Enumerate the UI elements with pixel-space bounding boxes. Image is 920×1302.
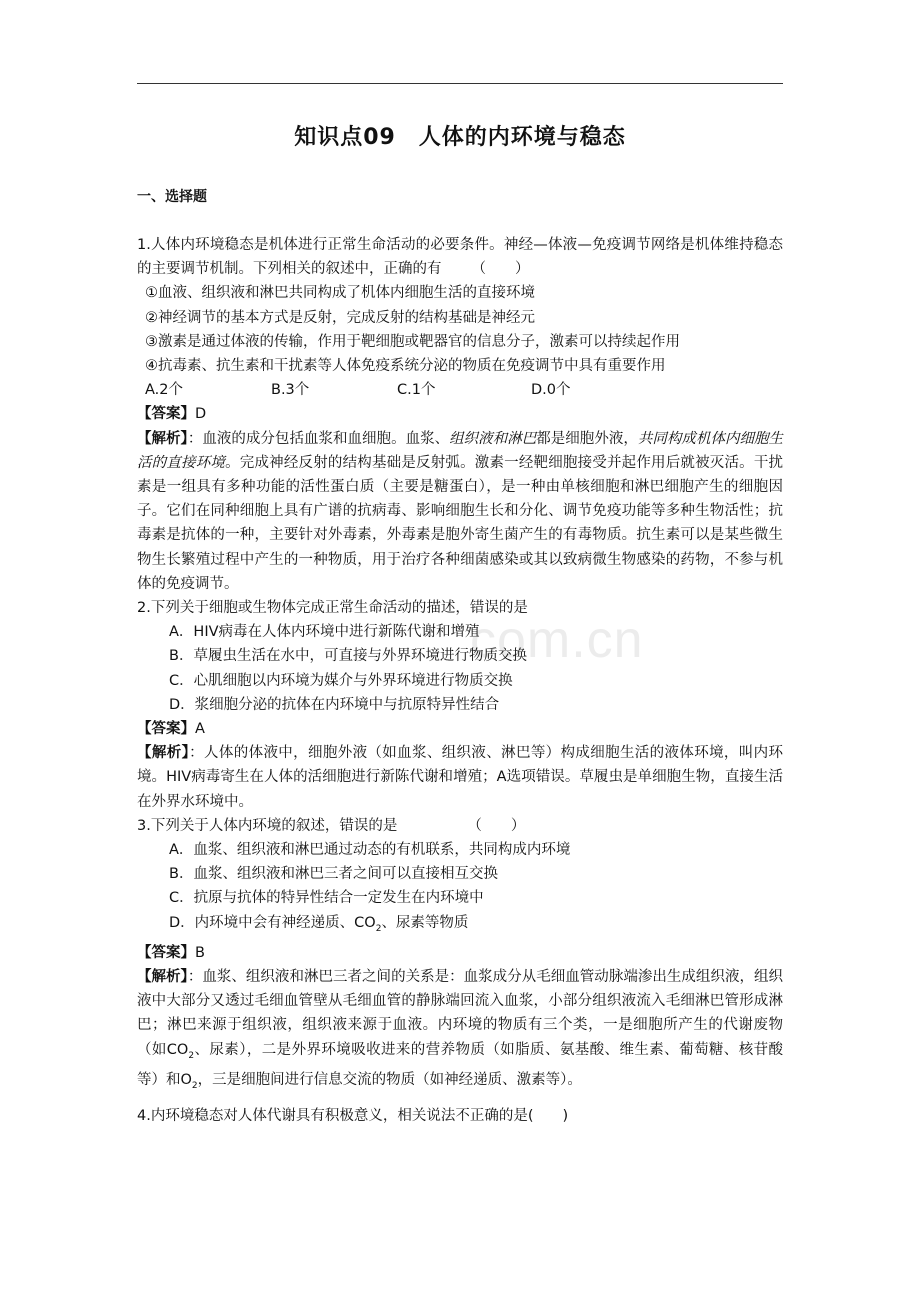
q1-option-b: B.3个 bbox=[271, 382, 310, 399]
q2-answer: 【答案】A bbox=[137, 721, 205, 738]
q1-item-3: ③激素是通过体液的传输，作用于靶细胞或靶器官的信息分子，激素可以持续起作用 bbox=[145, 333, 680, 350]
q1-item-2: ②神经调节的基本方式是反射，完成反射的结构基础是神经元 bbox=[145, 309, 535, 326]
q3-option-b: B．血浆、组织液和淋巴三者之间可以直接相互交换 bbox=[169, 866, 498, 883]
q2-option-a: A．HIV病毒在人体内环境中进行新陈代谢和增殖 bbox=[169, 624, 480, 641]
q2-option-b: B．草履虫生活在水中，可直接与外界环境进行物质交换 bbox=[169, 648, 527, 665]
section-heading: 一、选择题 bbox=[137, 189, 207, 205]
q1-stem: 1.人体内环境稳态是机体进行正常生命活动的必要条件。神经—体液—免疫调节网络是机体维持稳态的主要调节机制。下列相关的叙述中，正确的有 （ ） bbox=[137, 233, 783, 281]
q3-option-a: A．血浆、组织液和淋巴通过动态的有机联系，共同构成内环境 bbox=[169, 842, 571, 859]
document-body bbox=[137, 233, 783, 1128]
q3-answer: 【答案】B bbox=[137, 944, 205, 961]
watermark: com.cn bbox=[470, 611, 644, 669]
q1-answer: 【答案】D bbox=[137, 406, 207, 423]
q1-paren: （ ） bbox=[471, 261, 530, 278]
q2-stem: 2.下列关于细胞或生物体完成正常生命活动的描述，错误的是 bbox=[137, 600, 528, 617]
q3-analysis: 【解析】：血浆、组织液和淋巴三者之间的关系是：血浆成分从毛细血管动脉端渗出生成组织液，组织液中大部分又透过毛细血管壁从毛细血管的静脉端回流入血浆，小部分组织液流入毛细淋巴管形成淋巴；淋巴来源于组织液，组织液来源于血液。内环境的物质有三个类，一是细胞所产生的代谢废物（如$CO_2$、尿素），二是外界环境吸收进来的营养物质（如脂质、氨基酸、维生素、葡萄糖、核苷酸等）和$O_2$，三是细胞间进行信息交流的物质（如神经递质、激素等）。 bbox=[137, 968, 784, 1091]
q1-option-a: A.2个 bbox=[145, 382, 183, 399]
q2-option-c: C．心肌细胞以内环境为媒介与外界环境进行物质交换 bbox=[169, 672, 513, 689]
q1-item-1: ①血液、组织液和淋巴共同构成了机体内细胞生活的直接环境 bbox=[145, 285, 535, 302]
q3-paren: （ ） bbox=[467, 817, 526, 834]
q1-option-c: C.1个 bbox=[397, 382, 436, 399]
q1-options bbox=[137, 378, 783, 402]
q2-analysis: 【解析】：人体的体液中，细胞外液（如血浆、组织液、淋巴等）构成细胞生活的液体环境，叫内环境。HIV病毒寄生在人体的活细胞进行新陈代谢和增殖；A选项错误。草履虫是单细胞生物，直接生活在外界水环境中。 bbox=[137, 745, 783, 810]
page-title: 知识点09 人体的内环境与稳态 bbox=[294, 125, 626, 150]
q3-stem: 3.下列关于人体内环境的叙述，错误的是 （ ） bbox=[137, 814, 783, 838]
q3-option-d: D．内环境中会有神经递质、$CO_2$、尿素等物质 bbox=[169, 914, 469, 934]
q1-item-4: ④抗毒素、抗生素和干扰素等人体免疫系统分泌的物质在免疫调节中具有重要作用 bbox=[145, 358, 666, 375]
q1-option-d: D.0个 bbox=[531, 382, 571, 399]
q4-stem: 4.内环境稳态对人体代谢具有积极意义，相关说法不正确的是( ) bbox=[137, 1107, 569, 1124]
q3-option-c: C．抗原与抗体的特异性结合一定发生在内环境中 bbox=[169, 890, 484, 907]
q1-analysis: 【解析】：血液的成分包括血浆和血细胞。血浆、组织液和淋巴都是细胞外液，共同构成机体内细胞生活的直接环境。完成神经反射的结构基础是反射弧。激素一经靶细胞接受并起作用后就被灭活。干扰素是一组具有多种功能的活性蛋白质（主要是糖蛋白），是一种由单核细胞和淋巴细胞产生的细胞因子。它们在同种细胞上具有广谱的抗病毒、影响细胞生长和分化、调节免疫功能等多种生物活性；抗毒素是抗体的一种，主要针对外毒素，外毒素是胞外寄生菌产生的有毒物质。抗生素可以是某些微生物生长繁殖过程中产生的一种物质，用于治疗各种细菌感染或其以致病微生物感染的药物，不参与机体的免疫调节。 bbox=[137, 430, 784, 592]
header-rule bbox=[137, 83, 783, 84]
q2-option-d: D．浆细胞分泌的抗体在内环境中与抗原特异性结合 bbox=[169, 696, 500, 713]
